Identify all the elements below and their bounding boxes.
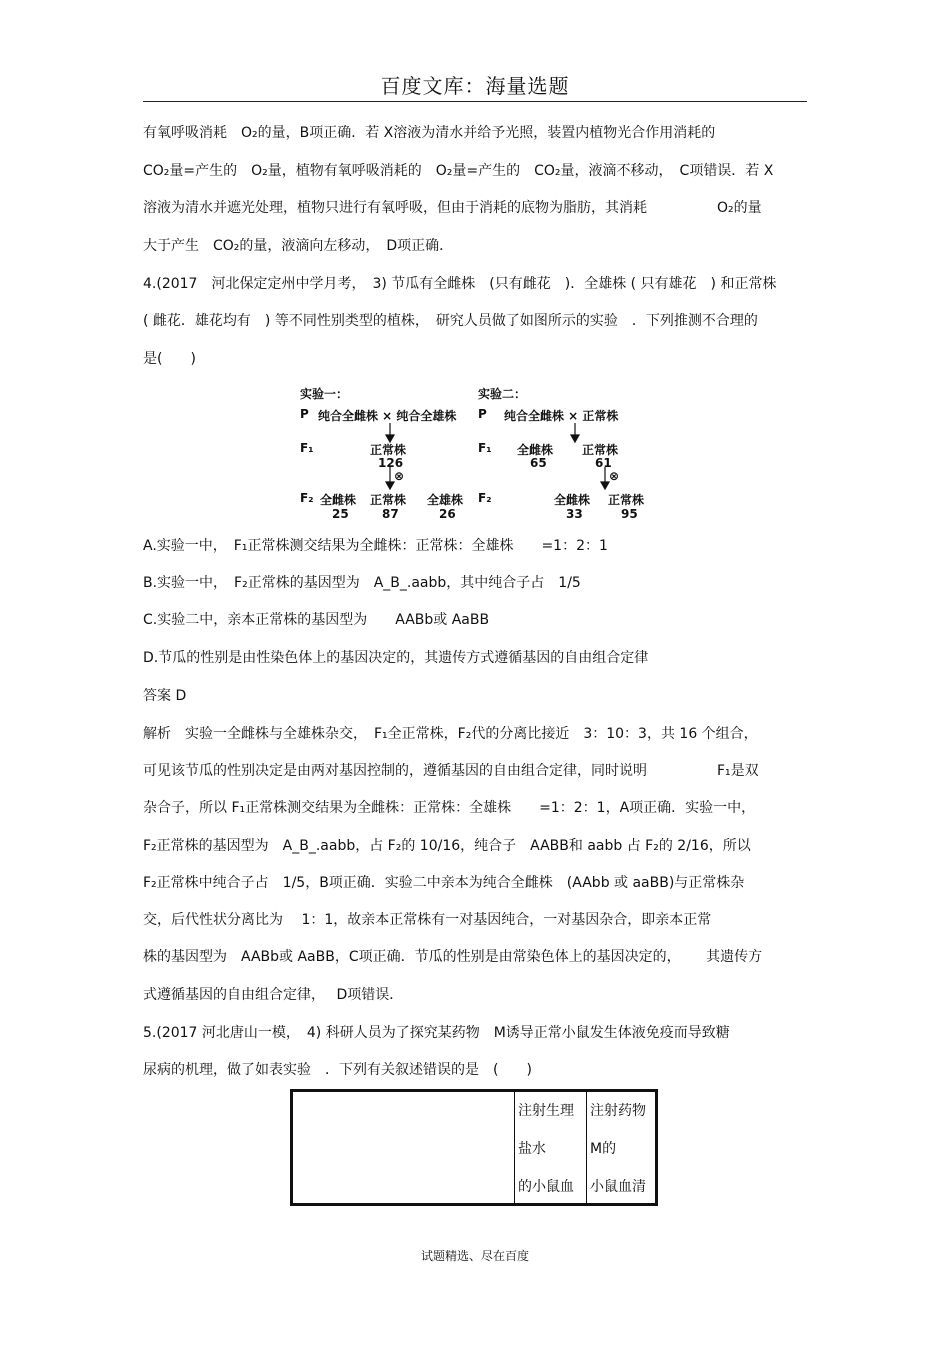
cross-experiment-diagram <box>298 383 658 523</box>
exp1-f2-count: 26 <box>439 507 456 521</box>
explanation-line: 株的基因型为 AABb或 AaBB，C项正确．节瓜的性别是由常染色体上的基因决定的， 其遗传方 <box>143 949 763 965</box>
exp1-f2-name: 正常株 <box>370 493 407 507</box>
option-c: C.实验二中，亲本正常株的基因型为 AABb或 AaBB <box>143 612 490 628</box>
exp2-selfing-symbol: ⊗ <box>609 469 620 483</box>
text-line: 尿病的机理，做了如表实验 ．下列有关叙述错误的是 ( ) <box>143 1062 532 1078</box>
exp1-f2-label: F₂ <box>300 491 314 505</box>
exp1-f2-name: 全雌株 <box>320 493 357 507</box>
exp2-f1-name: 正常株 <box>582 443 619 457</box>
text-line: CO₂量=产生的 O₂量，植物有氧呼吸消耗的 O₂量=产生的 CO₂量，液滴不移动， C项错误．若 X <box>143 163 774 179</box>
exp2-f1-count: 65 <box>530 456 547 470</box>
option-d: D.节瓜的性别是由性染色体上的基因决定的，其遗传方式遵循基因的自由组合定律 <box>143 650 649 666</box>
exp1-parent-cross: 纯合全雌株 × 纯合全雄株 <box>318 409 457 423</box>
header-divider <box>143 101 807 102</box>
question-5-stem: 5.(2017 河北唐山一模， 4) 科研人员为了探究某药物 M诱导正常小鼠发生体液免疫而导致糖 <box>143 1025 730 1041</box>
experiment-table <box>290 1089 658 1206</box>
exp2-title: 实验二： <box>478 387 527 401</box>
table-cell-text: M的 <box>590 1141 617 1157</box>
exp2-f2-name: 全雌株 <box>554 493 591 507</box>
option-a: A.实验一中， F₁正常株测交结果为全雌株：正常株：全雄株 =1：2：1 <box>143 538 608 554</box>
exp2-p-label: P <box>478 407 487 421</box>
exp2-f1-name: 全雌株 <box>517 443 554 457</box>
text-line: 溶液为清水并遮光处理，植物只进行有氧呼吸，但由于消耗的底物为脂肪，其消耗 O₂的量 <box>143 200 762 216</box>
exp1-selfing-symbol: ⊗ <box>394 469 405 483</box>
exp1-f1-name: 正常株 <box>370 443 407 457</box>
explanation-line: 可见该节瓜的性别决定是由两对基因控制的，遵循基因的自由组合定律，同时说明 F₁是双 <box>143 763 759 779</box>
exp2-f1-count: 61 <box>595 456 612 470</box>
exp2-f2-count: 95 <box>621 507 638 521</box>
exp1-f2-name: 全雄株 <box>427 493 464 507</box>
explanation-line: 杂合子，所以 F₁正常株测交结果为全雌株：正常株：全雄株 =1：2：1，A项正确．实验一中， <box>143 800 756 816</box>
exp2-f2-label: F₂ <box>478 491 492 505</box>
exp1-p-label: P <box>300 407 309 421</box>
text-line: 大于产生 CO₂的量，液滴向左移动， D项正确． <box>143 238 454 254</box>
page-header-title: 百度文库：海量选题 <box>380 74 570 98</box>
exp1-f1-label: F₁ <box>300 441 314 455</box>
exp2-f1-label: F₁ <box>478 441 492 455</box>
exp2-f2-count: 33 <box>566 507 583 521</box>
table-cell-saline <box>514 1092 586 1203</box>
text-line: 有氧呼吸消耗 O₂的量，B项正确．若 X溶液为清水并给予光照，装置内植物光合作用消耗的 <box>143 125 716 141</box>
question-4-stem: 4.(2017 河北保定定州中学月考， 3) 节瓜有全雌株 (只有雌花 )．全雄株 ( 只有雄花 ) 和正常株 <box>143 276 777 292</box>
exp2-parent-cross: 纯合全雌株 × 正常株 <box>504 409 619 423</box>
explanation-line: 交，后代性状分离比为 1：1，故亲本正常株有一对基因纯合，一对基因杂合，即亲本正常 <box>143 912 712 928</box>
table-cell-text: 的小鼠血 <box>518 1179 574 1195</box>
exp1-f2-count: 87 <box>382 507 399 521</box>
exp1-title: 实验一： <box>300 387 349 401</box>
exp2-f2-name: 正常株 <box>608 493 645 507</box>
table-cell-drug-m <box>586 1092 655 1203</box>
explanation-line: F₂正常株中纯合子占 1/5，B项正确．实验二中亲本为纯合全雌株 (AAbb 或 aaBB)与正常株杂 <box>143 875 745 891</box>
table-cell-text: 盐水 <box>518 1141 546 1157</box>
option-b: B.实验一中， F₂正常株的基因型为 A_B_.aabb，其中纯合子占 1/5 <box>143 575 581 591</box>
page-footer: 试题精选、尽在百度 <box>420 1249 529 1263</box>
exp1-f2-count: 25 <box>332 507 349 521</box>
table-cell-text: 注射药物 <box>590 1103 646 1119</box>
text-line: ( 雌花．雄花均有 ) 等不同性别类型的植株， 研究人员做了如图所示的实验 ．下列推测不合理的 <box>143 313 758 329</box>
table-cell-text: 小鼠血清 <box>590 1179 646 1195</box>
table-cell-text: 注射生理 <box>518 1103 574 1119</box>
explanation-line: 解析 实验一全雌株与全雄株杂交， F₁全正常株，F₂代的分离比接近 3：10：3，共 16 个组合， <box>143 726 758 742</box>
answer-line: 答案 D <box>143 688 187 704</box>
exp1-f1-count: 126 <box>378 456 404 470</box>
text-line: 是( ) <box>143 351 196 367</box>
explanation-line: F₂正常株的基因型为 A_B_.aabb，占 F₂的 10/16，纯合子 AABB和 aabb 占 F₂的 2/16，所以 <box>143 838 751 854</box>
explanation-line: 式遵循基因的自由组合定律， D项错误． <box>143 987 404 1003</box>
